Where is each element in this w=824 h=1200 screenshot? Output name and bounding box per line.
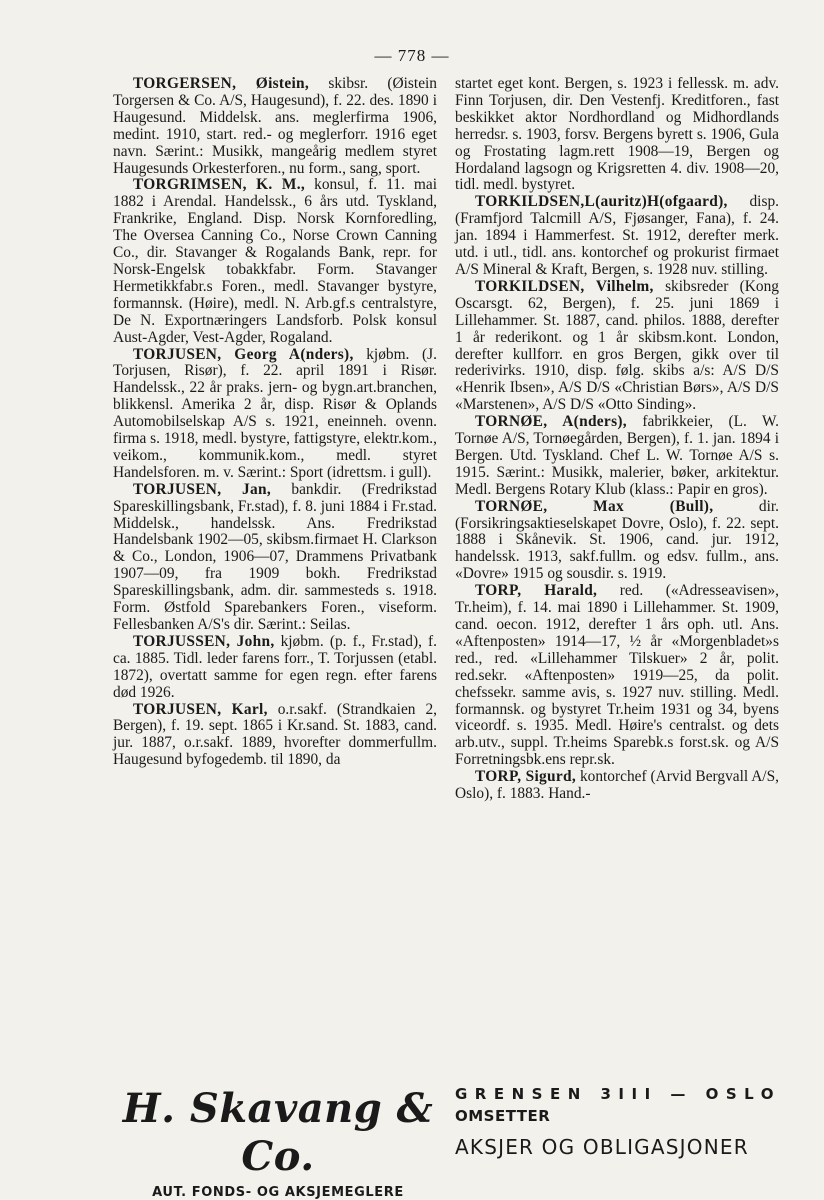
page-number: — 778 — xyxy=(374,46,450,65)
entry-continuation xyxy=(455,76,779,194)
entry xyxy=(455,583,779,769)
entry-name: TORJUSEN, Karl, xyxy=(133,700,268,718)
advertisement-tagline: OMSETTER xyxy=(455,1107,551,1125)
left-column xyxy=(113,76,437,769)
advertisement-grensen xyxy=(455,1085,785,1159)
entry-name: TORKILDSEN, Vilhelm, xyxy=(475,277,654,295)
entry-text: kjøbm. (J. Torjusen, Risør), f. 22. april 1891 i Risør. Handelssk., 22 år praks. jern- og bygn.art.branchen, blikkensl. Amerika 2 år, disp. Risør & Oplands Automobilselskap A/S s. 1921, eneinneh. ovenn. firma s. 1918, medl. bystyre, fattigstyre, elektr.kom., veikom., kommunik.kom., medl. styret Handelsforen. m. v. Særint.: Sport (idrettsm. i gull). xyxy=(113,345,437,481)
entry-text: konsul, f. 11. mai 1882 i Arendal. Handelssk., 6 års utd. Tyskland, Frankrike, England. Disp. Norsk Kornforedling, The Oversea Canning Co., Norse Crown Canning Co., dir. Stavanger & Rogalands Bank, repr. for Norsk-Engelsk tobakkfabr. Form. Stavanger Hermetikkfabr.s Foren., medl. Stavanger bystyre, formannsk. (Høire), medl. N. Arb.gf.s centralstyre, De N. Exportnæringers Landsforb. Polsk konsul Aust-Agder, Vest-Agder, Rogaland. xyxy=(113,176,437,346)
entry-text: kontorchef (Arvid Bergvall A/S, Oslo), f. 1883. Hand.- xyxy=(455,768,779,803)
entry-text: startet eget kont. Bergen, s. 1923 i fellessk. m. adv. Finn Torjusen, dir. Den Vestenfj. Kreditforen., fast beskikket aktor Nordhordland og Midhordlands herredsr. s. 1903, forsv. Bergens byrett s. 1906, Gula og Frostating lagm.rett 1908—19, Bergen og Hordaland lagsogn og Krigsretten 4. div. 1908—20, tidl. medl. bystyret. xyxy=(455,75,779,194)
entry-name: TORP, Sigurd, xyxy=(475,768,577,786)
advertisement-skavang xyxy=(113,1085,443,1200)
right-column xyxy=(455,76,779,803)
advertisement-address: GRENSEN 3III — OSLO xyxy=(455,1085,781,1103)
entry xyxy=(113,177,437,346)
company-logo: H. Skavang & Co. xyxy=(122,1085,434,1180)
entry xyxy=(113,702,437,770)
entry xyxy=(455,499,779,584)
entry-name: TORJUSSEN, John, xyxy=(133,632,275,650)
entry-name: TORJUSEN, Georg A(nders), xyxy=(133,345,354,363)
entry-text: fabrikkeier, (L. W. Tornøe A/S, Tornøegården, Bergen), f. 1. jan. 1894 i Bergen. Utd. Tyskland. Chef L. W. Tornøe A/S s. 1915. Særint.: Musikk, malerier, bøker, arkitektur. Medl. Bergens Rotary Klub (klass.: Papir en gros). xyxy=(455,413,779,498)
entry xyxy=(113,482,437,634)
entry-text: red. («Adresseavisen», Tr.heim), f. 14. mai 1890 i Lillehammer. St. 1909, cand. oecon. 1912, derefter 1 års oph. utl. Ans. «Aftenposten» 1914—17, ½ år «Morgenbladet»s red., red. «Lillehammer Tilskuer» 2 år, polit. red.sekr. «Aftenposten» 1919—25, da polit. chefssekr. samme avis, s. 1927 nuv. stilling. Medl. formannsk. og bystyret Tr.heim 1931 og 34, byens viceordf. s. 1935. Medl. Høire's centralst. og dets arb.utv., suppl. Tr.heims Sparebk.s forst.sk. og A/S Forretningsbk.ens repr.sk. xyxy=(455,582,779,769)
entry-name: TORNØE, A(nders), xyxy=(475,413,627,431)
entry-name: TORNØE, Max (Bull), xyxy=(475,497,714,515)
entry xyxy=(113,76,437,177)
entry-name: TORKILDSEN,L(auritz)H(ofgaard), xyxy=(475,193,728,211)
advertisement-headline: AKSJER OG OBLIGASJONER xyxy=(455,1135,749,1159)
entry-text: skibsr. (Øistein Torgersen & Co. A/S, Haugesund), f. 22. des. 1890 i Haugesund. Middelsk. ans. meglerfirma 1906, medint. 1910, start. red.- og meglerforr. 1916 eget navn. Særint.: Musikk, mangeårig medlem styret Haugesunds Orkesterforen., nu form., sang, sport. xyxy=(113,75,437,177)
entry-text: bankdir. (Fredrikstad Spareskillingsbank, Fr.stad), f. 8. juni 1884 i Fr.stad. Middelsk., handelssk. Ans. Fredrikstad Handelsbank 1902—05, skibsm.firmaet H. Clarkson & Co., London, 1906—07, Drammens Privatbank 1907—09, fra 1909 bokh. Fredrikstad Spareskillingsbank, adm. dir. sammesteds s. 1918. Form. Østfold Sparebankers Foren., viseform. Fellesbanken A/S's dir. Særint.: Seilas. xyxy=(113,480,437,633)
entry-name: TORP, Harald, xyxy=(475,582,598,600)
entry xyxy=(455,194,779,279)
entry-name: TORGRIMSEN, K. M., xyxy=(133,176,306,194)
entry xyxy=(455,279,779,414)
entry xyxy=(113,634,437,702)
entry xyxy=(455,414,779,499)
advertisement-subtitle: AUT. FONDS- OG AKSJEMEGLERE xyxy=(152,1185,404,1200)
entry xyxy=(455,769,779,803)
entry-text: skibsreder (Kong Oscarsgt. 62, Bergen), f. 25. juni 1869 i Lillehammer. St. 1887, cand. philos. 1888, derefter 1 år rederikont. og 1 år skibsm.kont. London, derefter kullforr. en gros Bergen, gikk over til rederivirks. 1910, disp. følg. skibs a/s: A/S D/S «Henrik Ibsen», A/S D/S «Christian Børs», A/S D/S «Marstenen», A/S D/S «Otto Sinding». xyxy=(455,277,780,414)
entry xyxy=(113,347,437,482)
entry-name: TORJUSEN, Jan, xyxy=(133,480,272,498)
entry-text: kjøbm. (p. f., Fr.stad), f. ca. 1885. Tidl. leder farens forr., T. Torjussen (etabl. 1872), overtatt samme for egen regn. efter farens død 1926. xyxy=(113,632,437,701)
entry-text: disp. (Framfjord Talcmill A/S, Fjøsanger, Fana), f. 24. jan. 1894 i Hammerfest. St. 1912, derefter merk. utd. i utl., tidl. ans. kontorchef og prokurist firmaet A/S Mineral & Kraft, Bergen, s. 1928 nuv. stilling. xyxy=(455,193,779,278)
entry-text: dir. (Forsikringsaktieselskapet Dovre, Oslo), f. 22. sept. 1888 i Skånevik. St. 1906, cand. jur. 1912, handelssk. 1913, sakf.fullm. og edsv. fullm., ans. «Dovre» 1915 og sousdir. s. 1919. xyxy=(455,497,779,583)
entry-text: o.r.sakf. (Strandkaien 2, Bergen), f. 19. sept. 1865 i Kr.sand. St. 1883, cand. jur. 1887, o.r.sakf. 1889, hvorefter dommerfullm. Haugesund byfogedemb. til 1890, da xyxy=(113,700,437,769)
entry-name: TORGERSEN, Øistein, xyxy=(133,75,310,92)
